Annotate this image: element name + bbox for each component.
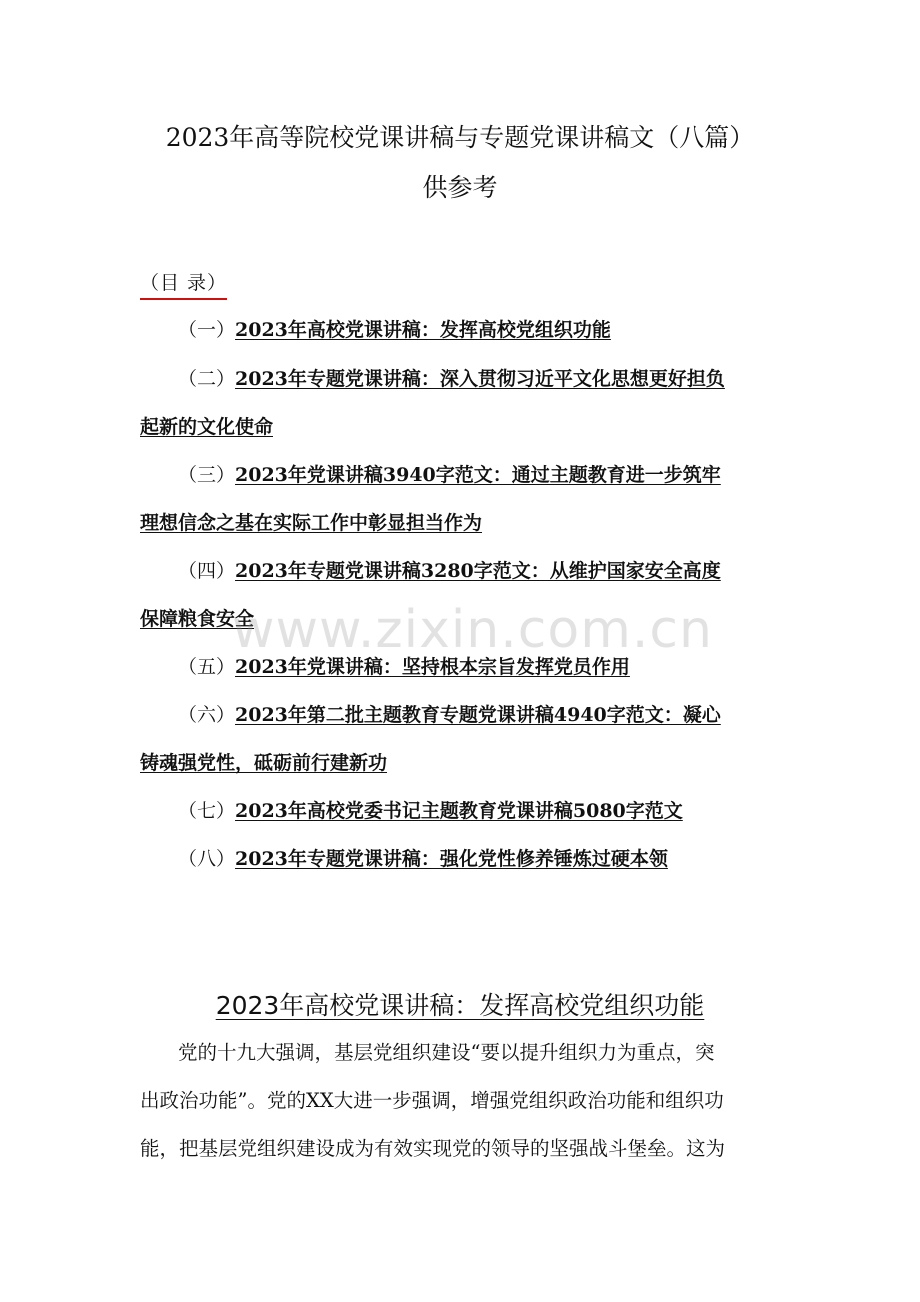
toc-entry-link[interactable]: 2023年高校党课讲稿：发挥高校党组织功能 xyxy=(235,319,611,341)
toc-entry-link[interactable]: 2023年专题党课讲稿3280字范文：从维护国家安全高度 xyxy=(235,560,721,582)
document-title-line1: 2023年高等院校党课讲稿与专题党课讲稿文（八篇） xyxy=(165,123,755,152)
toc-entry-8[interactable] xyxy=(178,847,668,871)
body-paragraph-line: 党的十九大强调，基层党组织建设“要以提升组织力为重点，突 xyxy=(178,1041,715,1064)
watermark: www.zixin.com.cn xyxy=(232,600,713,660)
toc-entry-link[interactable]: 2023年党课讲稿3940字范文：通过主题教育进一步筑牢 xyxy=(235,464,721,486)
toc-entry-number: （四） xyxy=(178,560,236,582)
toc-entry-3-continued[interactable] xyxy=(140,511,482,535)
toc-entry-link[interactable]: 理想信念之基在实际工作中彰显担当作为 xyxy=(140,512,483,534)
toc-entry-6[interactable] xyxy=(178,703,721,727)
toc-entry-number: （七） xyxy=(178,800,236,822)
toc-entry-4[interactable] xyxy=(178,559,721,583)
toc-entry-2[interactable] xyxy=(178,367,725,391)
toc-heading: （目 录） xyxy=(140,268,227,300)
toc-entry-2-continued[interactable] xyxy=(140,415,273,439)
toc-entry-number: （三） xyxy=(178,464,236,486)
toc-entry-1[interactable] xyxy=(178,318,611,342)
section-title: 2023年高校党课讲稿：发挥高校党组织功能 xyxy=(215,991,705,1020)
toc-entry-link[interactable]: 2023年专题党课讲稿：深入贯彻习近平文化思想更好担负 xyxy=(235,368,725,390)
toc-entry-number: （八） xyxy=(178,848,236,870)
toc-entry-link[interactable]: 铸魂强党性，砥砺前行建新功 xyxy=(140,752,388,774)
toc-entry-7[interactable] xyxy=(178,799,683,823)
toc-entry-link[interactable]: 起新的文化使命 xyxy=(140,416,274,438)
toc-entry-link[interactable]: 2023年高校党委书记主题教育党课讲稿5080字范文 xyxy=(235,800,683,822)
toc-entry-link[interactable]: 保障粮食安全 xyxy=(140,608,255,630)
toc-entry-number: （二） xyxy=(178,368,236,390)
toc-entry-4-continued[interactable] xyxy=(140,607,254,631)
toc-entry-number: （六） xyxy=(178,704,236,726)
body-paragraph-line: 出政治功能”。党的XX大进一步强调，增强党组织政治功能和组织功 xyxy=(140,1089,724,1112)
toc-entry-number: （五） xyxy=(178,656,236,678)
toc-entry-link[interactable]: 2023年第二批主题教育专题党课讲稿4940字范文：凝心 xyxy=(235,704,721,726)
toc-entry-3[interactable] xyxy=(178,463,721,487)
toc-entry-5[interactable] xyxy=(178,655,630,679)
document-title-line2: 供参考 xyxy=(422,173,498,202)
toc-entry-link[interactable]: 2023年专题党课讲稿：强化党性修养锤炼过硬本领 xyxy=(235,848,668,870)
toc-entry-6-continued[interactable] xyxy=(140,751,387,775)
toc-entry-number: （一） xyxy=(178,319,236,341)
body-paragraph-line: 能，把基层党组织建设成为有效实现党的领导的坚强战斗堡垒。这为 xyxy=(140,1137,726,1160)
toc-entry-link[interactable]: 2023年党课讲稿：坚持根本宗旨发挥党员作用 xyxy=(235,656,630,678)
